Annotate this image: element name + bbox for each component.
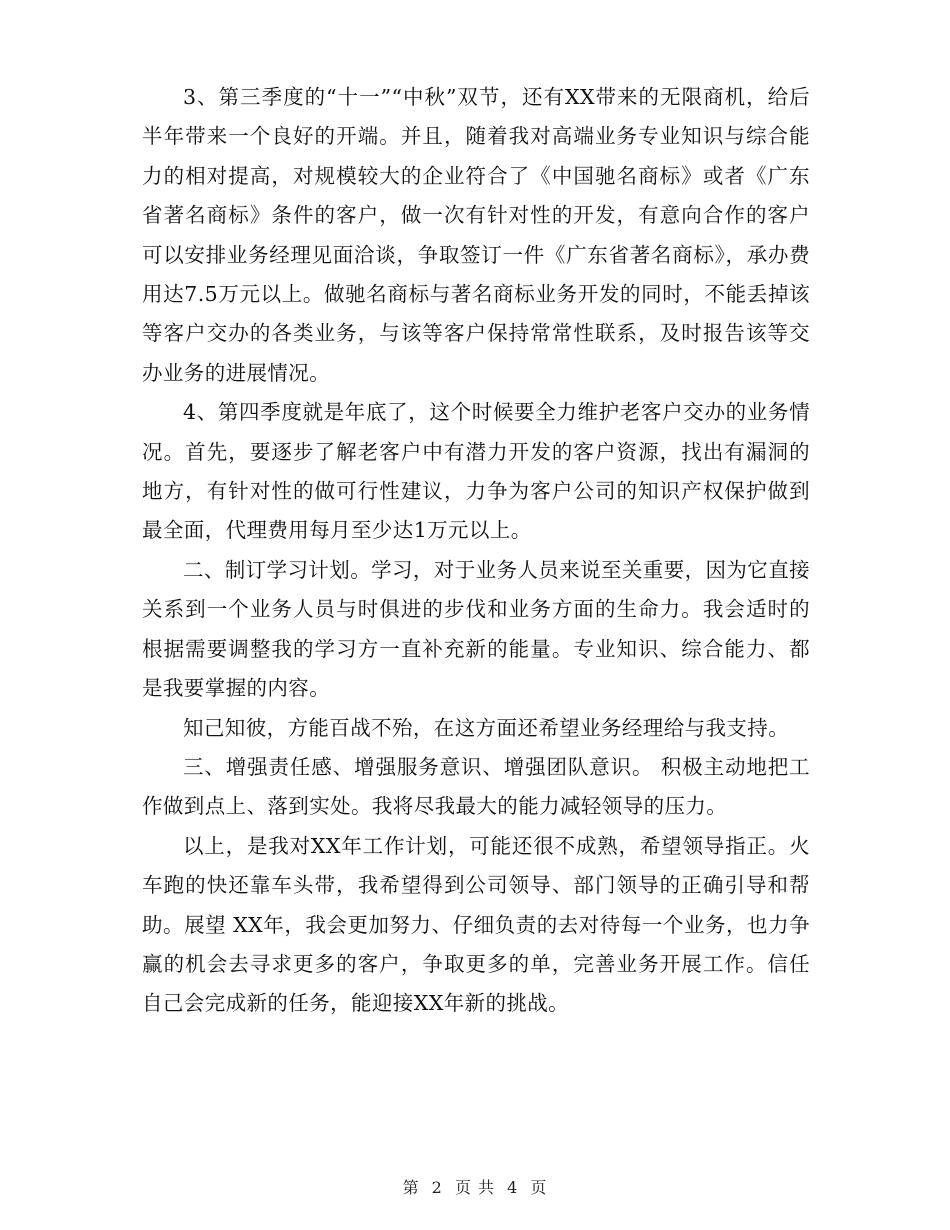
footer-prefix: 第 [402, 1178, 420, 1197]
paragraph-q3-plan: 3、第三季度的“十一”“中秋”双节，还有XX带来的无限商机，给后半年带来一个良好的开端。并且，随着我对高端业务专业知识与综合能力的相对提高，对规模较大的企业符合了《中国驰名商标》或者《广东省著名商标》条件的客户，做一次有针对性的开发，有意向合作的客户可以安排业务经理见面洽谈，争取签订一件《广东省著名商标》，承办费用达7.5万元以上。做驰名商标与著名商标业务开发的同时，不能丢掉该等客户交办的各类业务，与该等客户保持常常性联系，及时报告该等交办业务的进展情况。 [142, 85, 810, 385]
paragraph-study-plan: 二、制订学习计划。学习，对于业务人员来说至关重要，因为它直接关系到一个业务人员与时俱进的步伐和业务方面的生命力。我会适时的根据需要调整我的学习方一直补充新的能量。专业知识、综合能力、都是我要掌握的内容。 [142, 557, 810, 701]
paragraph-conclusion: 以上，是我对XX年工作计划，可能还很不成熟，希望领导指正。火车跑的快还靠车头带，我希望得到公司领导、部门领导的正确引导和帮助。展望 XX年，我会更加努力、仔细负责的去对待每一个业务，也力争赢的机会去寻求更多的客户，争取更多的单，完善业务开展工作。信任自己会完成新的任务，能迎接XX年新的挑战。 [142, 833, 810, 1016]
footer-middle: 页 共 [454, 1178, 496, 1197]
paragraph-q4-plan: 4、第四季度就是年底了，这个时候要全力维护老客户交办的业务情况。首先，要逐步了解老客户中有潜力开发的客户资源，找出有漏洞的地方，有针对性的做可行性建议，力争为客户公司的知识产权保护做到最全面，代理费用每月至少达1万元以上。 [142, 400, 810, 543]
page-footer [0, 1176, 950, 1200]
paragraph-responsibility: 三、增强责任感、增强服务意识、增强团队意识。 积极主动地把工作做到点上、落到实处。我将尽我最大的能力减轻领导的压力。 [142, 754, 810, 819]
footer-suffix: 页 [530, 1178, 548, 1197]
document-body [142, 78, 810, 1024]
footer-current-page: 2 [431, 1178, 443, 1197]
paragraph-know-yourself: 知己知彼，方能百战不殆，在这方面还希望业务经理给与我支持。 [183, 715, 790, 740]
footer-total-pages: 4 [507, 1178, 519, 1197]
